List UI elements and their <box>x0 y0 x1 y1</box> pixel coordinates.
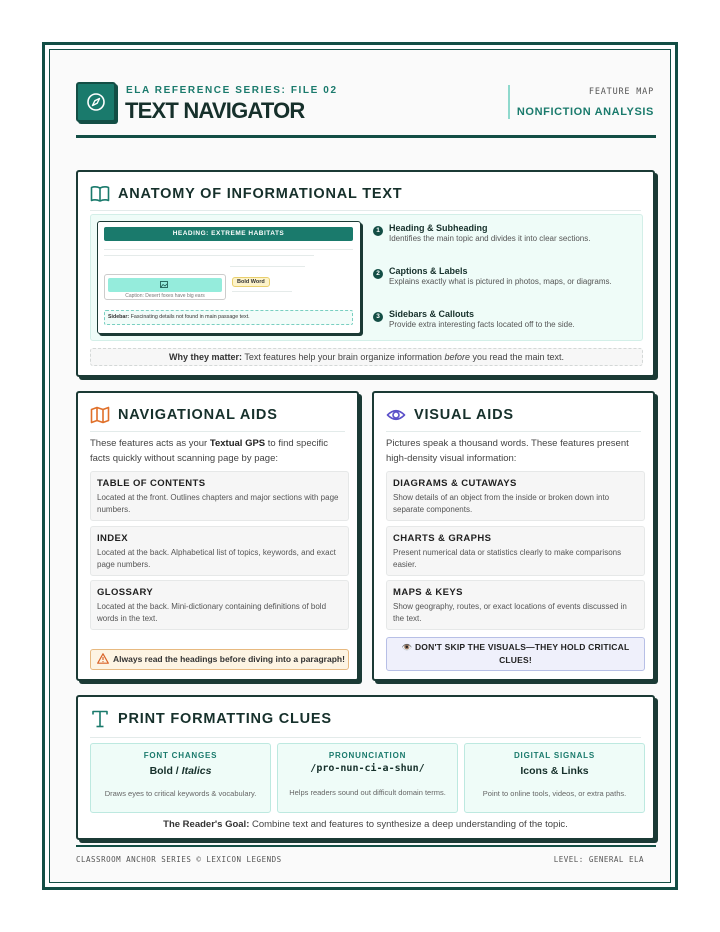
map-icon <box>90 406 110 424</box>
aid-title: INDEX <box>97 533 129 544</box>
nav-item-glossary <box>90 580 349 630</box>
image-icon <box>160 281 168 288</box>
digital-signals-box <box>464 743 645 813</box>
anatomy-card <box>76 170 655 377</box>
feature-map-label: FEATURE MAP <box>588 87 654 97</box>
mockup-text-line <box>104 249 353 250</box>
italic-sample: Italics <box>181 765 212 777</box>
mockup-image <box>108 278 222 292</box>
intro-bold: Textual GPS <box>209 438 266 449</box>
goal-label: The Reader's Goal: <box>163 819 250 830</box>
page-frame <box>42 42 678 890</box>
print-formatting-card <box>76 695 655 840</box>
why-they-matter <box>90 348 643 366</box>
sample-separator: / <box>172 765 182 777</box>
anatomy-item-title: Heading & Subheading <box>389 223 488 233</box>
visual-title <box>386 405 514 425</box>
why-text: Text features help your brain organize information <box>241 352 445 362</box>
page-title: TEXT NAVIGATOR <box>125 98 305 123</box>
mockup-image-box <box>104 274 226 300</box>
visual-item-maps <box>386 580 645 630</box>
print-title <box>90 709 332 729</box>
footer-rule <box>76 845 656 847</box>
print-title-text: PRINT FORMATTING CLUES <box>118 711 332 727</box>
type-icon <box>90 710 110 728</box>
visual-rule <box>386 431 641 432</box>
visual-item-charts <box>386 526 645 576</box>
aid-title: GLOSSARY <box>97 587 154 598</box>
anatomy-title-text: ANATOMY OF INFORMATIONAL TEXT <box>118 186 403 202</box>
anatomy-title <box>90 184 402 204</box>
mockup-sidebar-text: Fascinating details not found in main passage text. <box>130 314 250 320</box>
pf-label: FONT CHANGES <box>143 751 218 760</box>
mockup-text-line <box>104 255 314 256</box>
why-text: you read the main text. <box>469 352 565 362</box>
pf-desc: Helps readers sound out difficult domain terms. <box>289 788 446 797</box>
print-rule <box>90 737 641 738</box>
navigational-title-text: NAVIGATIONAL AIDS <box>118 407 278 423</box>
aid-desc: Located at the back. Mini-dictionary containing definitions of bold words in the text. <box>97 602 327 623</box>
anatomy-item-title: Sidebars & Callouts <box>389 309 475 319</box>
anatomy-item-desc: Provide extra interesting facts located off to the side. <box>389 320 575 329</box>
anatomy-item-desc: Identifies the main topic and divides it into clear sections. <box>389 234 591 243</box>
anatomy-panel <box>90 214 643 341</box>
aid-desc: Show details of an object from the inside or broken down into separate components. <box>393 493 610 514</box>
header-rule <box>76 135 656 138</box>
item-number: 3 <box>373 312 383 322</box>
navigational-intro <box>90 437 345 466</box>
anatomy-item-desc: Explains exactly what is pictured in photos, maps, or diagrams. <box>389 277 612 286</box>
visual-item-diagrams <box>386 471 645 521</box>
font-changes-box <box>90 743 271 813</box>
category-label: NONFICTION ANALYSIS <box>516 106 654 118</box>
pf-label: PRONUNCIATION <box>328 751 407 760</box>
bold-sample: Bold <box>149 765 173 777</box>
navigational-title <box>90 405 278 425</box>
pf-sample: Icons & Links <box>520 765 589 777</box>
pf-sample: /pro-nun-ci-a-shun/ <box>310 763 425 774</box>
mockup-sidebar <box>104 310 353 325</box>
nav-item-table-of-contents <box>90 471 349 521</box>
intro-text: These features acts as your <box>90 438 210 449</box>
navigational-rule <box>90 431 345 432</box>
goal-text: Combine text and features to synthesize a deep understanding of the topic. <box>249 819 568 830</box>
intro-text: to find specific facts quickly without scanning page by page: <box>90 438 328 464</box>
pronunciation-box <box>277 743 458 813</box>
visual-intro: Pictures speak a thousand words. These features present high-density visual information: <box>386 438 629 464</box>
aid-desc: Located at the back. Alphabetical list of topics, keywords, and exact page numbers. <box>97 548 336 569</box>
pf-desc: Point to online tools, videos, or extra paths. <box>482 789 627 798</box>
footer-series: CLASSROOM ANCHOR SERIES © LEXICON LEGENDS <box>76 855 282 864</box>
mockup-caption: Caption: Desert foxes have big ears <box>125 293 205 299</box>
aid-title: TABLE OF CONTENTS <box>97 478 206 489</box>
aid-desc: Show geography, routes, or exact locations of events discussed in the text. <box>393 602 627 623</box>
pf-desc: Draws eyes to critical keywords & vocabulary. <box>104 789 257 798</box>
item-number: 1 <box>373 226 383 236</box>
visual-aids-card <box>372 391 655 681</box>
item-number: 2 <box>373 269 383 279</box>
series-label: ELA REFERENCE SERIES: FILE 02 <box>126 85 338 96</box>
warning-icon <box>97 653 109 664</box>
page-inner-frame <box>49 49 671 883</box>
aid-desc: Present numerical data or statistics clearly to make comparisons easier. <box>393 548 622 569</box>
mockup-text-line <box>232 291 292 292</box>
mockup-sidebar-label: Sidebar: <box>108 314 130 320</box>
mockup-bold-word: Bold Word <box>232 277 270 287</box>
aid-title: CHARTS & GRAPHS <box>393 533 492 544</box>
nav-item-index <box>90 526 349 576</box>
why-label: Why they matter: <box>168 352 242 362</box>
open-book-icon <box>90 185 110 203</box>
visual-title-text: VISUAL AIDS <box>414 407 514 423</box>
anatomy-item-title: Captions & Labels <box>389 266 468 276</box>
mockup-heading: HEADING: EXTREME HABITATS <box>104 227 353 241</box>
mockup-text-line <box>230 266 305 267</box>
header <box>76 82 656 138</box>
headings-tip <box>90 649 349 670</box>
aid-title: DIAGRAMS & CUTAWAYS <box>393 478 517 489</box>
compass-icon <box>76 82 116 122</box>
header-divider <box>508 85 510 119</box>
pf-sample <box>91 765 270 777</box>
why-emphasis: before <box>444 352 470 362</box>
pf-label: DIGITAL SIGNALS <box>513 751 596 760</box>
footer-level: LEVEL: GENERAL ELA <box>553 855 644 864</box>
page-mockup <box>97 221 361 334</box>
aid-title: MAPS & KEYS <box>393 587 463 598</box>
readers-goal <box>78 819 653 830</box>
anatomy-rule <box>90 210 641 211</box>
visuals-tip: 👁️ DON'T SKIP THE VISUALS—THEY HOLD CRITICAL CLUES! <box>386 637 645 671</box>
headings-tip-text: Always read the headings before diving into a paragraph! <box>113 654 345 664</box>
aid-desc: Located at the front. Outlines chapters and major sections with page numbers. <box>97 493 339 514</box>
navigational-aids-card <box>76 391 359 681</box>
eye-icon <box>386 406 406 424</box>
